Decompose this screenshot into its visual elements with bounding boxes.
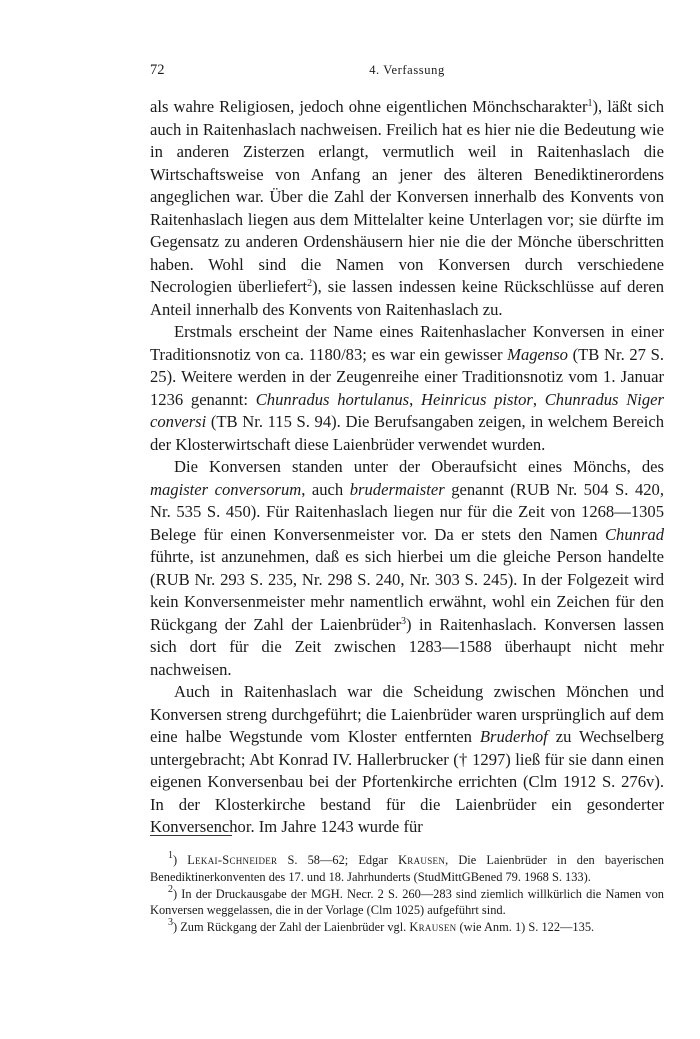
author-name: Krausen	[409, 920, 457, 935]
text-run: Die Konversen standen unter der Oberaufsicht eines Mönchs, des	[174, 457, 664, 476]
text-run: ) in Raitenhaslach. Konversen lassen sich dort für die Zeit zwischen 1283—1588 überhaupt nicht mehr nachweisen.	[150, 614, 664, 679]
page-header	[150, 62, 664, 82]
paragraph	[150, 321, 664, 456]
italic-text: Chunradus Niger conversi	[150, 389, 665, 431]
text-run: S. 58—62; Edgar	[277, 853, 399, 867]
text-run: (TB Nr. 115 S. 94). Die Berufsangaben zeigen, in welchem Bereich der Klosterwirtschaft diese Laienbrüder verwendet wurden.	[150, 412, 664, 454]
italic-text: brudermaister	[349, 479, 445, 499]
footnotes	[150, 852, 664, 936]
footnote	[150, 883, 664, 920]
author-name: Lekai-Schneider	[187, 853, 278, 867]
italic-text: Magenso	[507, 344, 568, 364]
text-run: (TB Nr. 27 S. 25). Weitere werden in der Zeugenreihe einer Traditionsnotiz vom 1. Januar 1236 genannt:	[150, 344, 664, 409]
text-run: Erstmals erscheint der Name eines Raitenhaslacher Konversen in einer Traditionsnotiz von ca. 1180/83; es war ein gewisser	[150, 322, 664, 364]
text-run: ,	[532, 389, 545, 409]
text-run: führte, ist anzunehmen, daß es sich hierbei um die gleiche Person handelte (RUB Nr. 293 S. 235, Nr. 298 S. 240, Nr. 303 S. 245). In der Folgezeit wird kein Konversenmeister mehr namentlich erwähnt, wohl ein Zeichen für den Rückgang der Zahl der Laienbrüder	[150, 547, 664, 634]
paragraph	[150, 456, 664, 681]
text-run: (wie Anm. 1) S. 122—135.	[456, 920, 595, 935]
footnote-separator	[150, 835, 232, 836]
footnote-marker: 1	[168, 850, 173, 861]
running-head: 4. Verfassung	[369, 63, 445, 77]
italic-text: Chunrad	[604, 524, 664, 544]
footnote-marker: 3	[168, 917, 173, 929]
author-name: Krausen	[398, 853, 446, 867]
footnote-marker: 1	[587, 98, 593, 109]
italic-text: Chunradus hortulanus	[255, 389, 410, 409]
italic-text: magister conversorum	[150, 479, 302, 499]
body-text	[150, 96, 664, 839]
text-run: )	[173, 853, 188, 867]
text-run: ), läßt sich auch in Raitenhaslach nachweisen. Freilich hat es hier nie die Bedeutung wie in anderen Zisterzen erlangt, vermutlich weil in Raitenhaslach die Wirtschaftsweise von Anfang an jener des älteren Benediktinerordens angeglichen war. Über die Zahl der Konversen innerhalb des Konvents von Raitenhaslach liegen aus dem Mittelalter keine Unterlagen vor; sie dürfte im Gegensatz zu anderen Ordenshäusern hier nie die der Mönche überschritten haben. Wohl sind die Namen von Konversen durch verschiedene Necrologien überliefert	[150, 97, 664, 296]
text-run: als wahre Religiosen, jedoch ohne eigentlichen Mönchscharakter	[150, 97, 588, 116]
text-run: Auch in Raitenhaslach war die Scheidung zwischen Mönchen und Konversen streng durchgeführt; die Laienbrüder waren ursprünglich auf dem eine halbe Wegstunde vom Kloster entfernten	[150, 682, 664, 746]
footnote-marker: 2	[168, 883, 173, 895]
text-run: ) In der Druckausgabe der MGH. Necr. 2 S. 260—283 sind ziemlich willkürlich die Namen von Konversen weggelassen, die in der Vorlage (Clm 1025) aufgeführt sind.	[150, 886, 664, 918]
footnote-marker: 3	[401, 615, 407, 627]
text-run: zu Wechselberg untergebracht; Abt Konrad IV. Hallerbrucker († 1297) ließ für sie dann einen eigenen Konversenbau bei der Pfortenkirche errichten (Clm 1912 S. 276v). In der Klosterkirche bestand für die Laienbrüder ein gesonderter Konversenchor. Im Jahre 1243 wurde für	[150, 727, 665, 836]
text-run: genannt (RUB Nr. 504 S. 420, Nr. 535 S. 450). Für Raitenhaslach liegen nur für die Zeit von 1268—1305 Belege für einen Konversenmeister vor. Da er stets den Namen	[150, 479, 664, 544]
text-run: , Die Laienbrüder in den bayerischen Benediktinerkonventen des 17. und 18. Jahrhunderts (StudMittGBened 79. 1968 S. 133).	[150, 853, 664, 884]
text-run: ) Zum Rückgang der Zahl der Laienbrüder vgl.	[173, 920, 410, 935]
text-run: ,	[409, 389, 421, 409]
footnote	[150, 919, 664, 936]
page-number: 72	[150, 62, 165, 78]
italic-text: Heinricus pistor	[420, 389, 533, 409]
text-run: , auch	[301, 479, 350, 499]
paragraph	[150, 681, 664, 839]
footnote-marker: 2	[307, 278, 313, 289]
text-run: ), sie lassen indessen keine Rückschlüsse auf deren Anteil innerhalb des Konvents von Raitenhaslach zu.	[150, 277, 665, 319]
italic-text: Bruderhof	[479, 727, 548, 746]
footnote	[150, 852, 664, 886]
paragraph	[150, 96, 664, 321]
